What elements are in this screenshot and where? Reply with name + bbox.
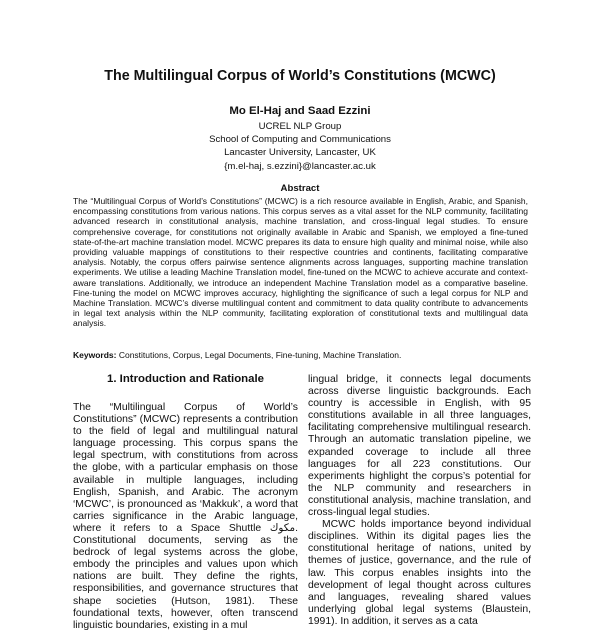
- section-heading: 1. Introduction and Rationale: [107, 373, 264, 385]
- keywords-text: Constitutions, Corpus, Legal Documents, Fine-tuning, Machine Translation.: [118, 350, 402, 360]
- body-paragraph: The “Multilingual Corpus of World’s Constitutions” (MCWC) represents a contribution to the field of legal and multilingual natural language processing. This corpus spans the legal spectrum, with constitutions from across the globe, with a particular emphasis on those available in multiple languages, including English, Spanish, and Arabic. The acronym ‘MCWC’, is pronounced as ‘Makkuk’, a word that carries significance in the Arabic language, where it refers to a Space Shuttle مكوك. Constitutional documents, serving as the bedrock of legal systems across the globe, embody the principles and values upon which nations are built. They define the rights, responsibilities, and governance structures that shape societies (Hutson, 1981). These foundational texts, however, often transcend linguistic boundaries, existing in a mul: [73, 402, 298, 631]
- left-column: [73, 402, 298, 631]
- affiliation-university: Lancaster University, Lancaster, UK: [224, 147, 376, 159]
- right-column: [308, 374, 531, 627]
- author-affiliation: [60, 120, 540, 173]
- body-paragraph: MCWC holds importance beyond individual disciplines. Within its digital pages lies the constitutional heritage of nations, united by themes of justice, governance, and the rule of law. This corpus enables insights into the development of legal thought across cultures and languages, revealing shared values underlying global legal systems (Blaustein, 1991). In addition, it serves as a cata: [308, 519, 531, 627]
- abstract-heading: Abstract: [280, 183, 320, 194]
- affiliation-email: {m.el-haj, s.ezzini}@lancaster.ac.uk: [224, 160, 376, 172]
- keywords-label: Keywords:: [73, 350, 117, 360]
- keywords-line: [73, 350, 528, 360]
- body-paragraph: lingual bridge, it connects legal documents across diverse linguistic backgrounds. Each country is accessible in English, with 95 constitutions available in all three languages, facilitating comprehensive multilingual research. Through an automatic translation pipeline, we expanded coverage to include all three languages for all 223 constitutions. Our experiments highlight the corpus’s potential for the NLP community and researchers in constitutional analysis, machine translation, and cross-lingual legal studies.: [308, 374, 531, 519]
- abstract-text: The “Multilingual Corpus of World’s Constitutions” (MCWC) is a rich resource available in English, Arabic, and Spanish, encompassing constitutions from various nations. This corpus serves as a vital asset for the NLP community, facilitating advanced research in constitutional analysis, machine translation, and cross-lingual legal studies. To ensure comprehensive coverage, for constitutions not originally available in Arabic and Spanish, we employed a fine-tuned state-of-the-art machine translation model. MCWC prepares its data to ensure high quality and minimal noise, while also providing valuable mappings of constitutions to their respective countries and continents, facilitating comparative analysis. Notably, the corpus offers pairwise sentence alignments across languages, supporting machine translation experiments. We utilise a leading Machine Translation model, fine-tuned on the MCWC to achieve accurate and context-aware translations. Additionally, we introduce an independent Machine Translation model as a comparative baseline. Fine-tuning the model on MCWC improves accuracy, highlighting the significance of such a legal corpus for NLP and Machine Translation. MCWC’s diverse multilingual content and commitment to data quality contribute to advancements in legal text analysis within the NLP community, facilitating exploration of constitutional texts and multilingual data analysis.: [73, 196, 528, 329]
- affiliation-group: UCREL NLP Group: [258, 121, 342, 132]
- paper-authors: Mo El-Haj and Saad Ezzini: [229, 105, 371, 117]
- paper-title: The Multilingual Corpus of World’s Constitutions (MCWC): [104, 68, 496, 84]
- affiliation-school: School of Computing and Communications: [209, 134, 391, 146]
